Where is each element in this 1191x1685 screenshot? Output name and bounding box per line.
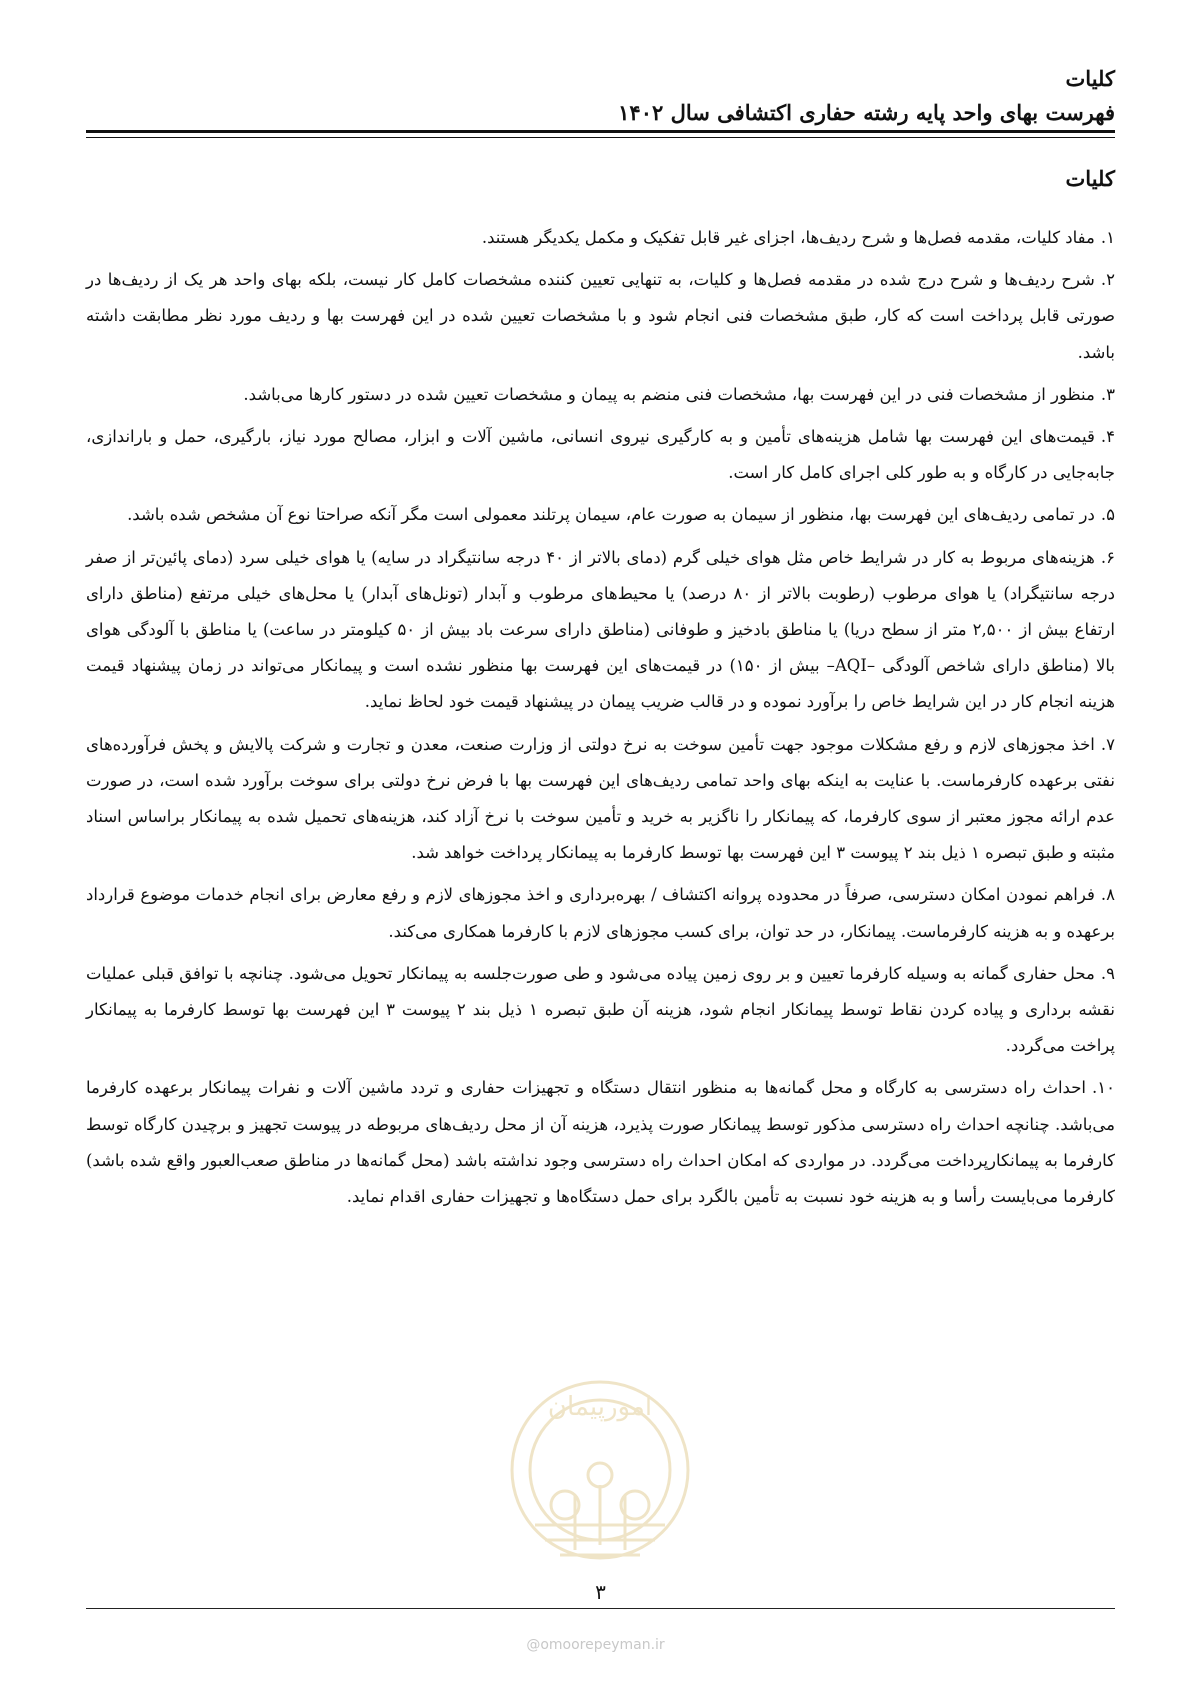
header-rule-thin <box>86 137 1115 138</box>
paragraph-text: مفاد کلیات، مقدمه فصل‌ها و شرح ردیف‌ها، اجزای غیر قابل تفکیک و مکمل یکدیگر هستند. <box>481 228 1095 247</box>
paragraph-number: ۶. <box>1100 547 1116 567</box>
paragraph <box>86 377 1115 413</box>
paragraph <box>86 220 1115 256</box>
paragraph-number: ۸. <box>1100 885 1115 905</box>
footer-rule <box>86 1608 1115 1609</box>
header-rule-thick <box>86 130 1115 133</box>
paragraph-text: احداث راه دسترسی به کارگاه و محل گمانه‌ها به منظور انتقال دستگاه و تجهیزات حفاری و تردد ماشین آلات و نفرات پیمانکار برعهده کارفرما می‌باشد. چنانچه احداث راه دسترسی مذکور توسط پیمانکار صورت پذیرد، هزینه آن از محل ردیف‌های مربوطه در پیوست تجهیز و برچیدن کارگاه توسط کارفرما به پیمانکارپرداخت می‌گردد. در مواردی که امکان احداث راه دسترسی وجود نداشته باشد (محل گمانه‌ها در مناطق صعب‌العبور واقع شده باشد) کارفرما می‌بایست رأسا و به هزینه خود نسبت به تأمین بالگرد برای حمل دستگاه‌ها و تجهیزات حفاری اقدام نماید. <box>86 1078 1115 1207</box>
paragraph-text: فراهم نمودن امکان دسترسی، صرفاً در محدوده پروانه اکتشاف / بهره‌برداری و اخذ مجوزهای لازم و رفع معارض برای انجام خدمات موضوع قرارداد برعهده و به هزینه کارفرماست. پیمانکار، در حد توان، برای کسب مجوزهای لازم با کارفرما همکاری می‌کند. <box>86 885 1115 941</box>
paragraph <box>86 956 1115 1065</box>
paragraph <box>86 419 1115 491</box>
paragraph <box>86 262 1115 371</box>
paragraph-text: قیمت‌های این فهرست بها شامل هزینه‌های تأمین و به کارگیری نیروی انسانی، ماشین آلات و ابزار، مصالح مورد نیاز، بارگیری، حمل و باراندازی، جابه‌جایی در کارگاه و به طور کلی اجرای کامل کار است. <box>86 427 1115 483</box>
paragraph <box>86 877 1115 949</box>
paragraph-number: ۴. <box>1100 427 1115 447</box>
page-number: ۳ <box>595 1580 606 1604</box>
watermark-logo-icon <box>505 1335 695 1605</box>
watermark-url: @omoorepeyman.ir <box>526 1637 665 1653</box>
paragraph <box>86 540 1115 721</box>
paragraph <box>86 727 1115 872</box>
paragraph-number: ۳. <box>1100 384 1115 404</box>
paragraph-number: ۱. <box>1100 228 1115 247</box>
paragraph-number: ۱۰. <box>1092 1078 1115 1098</box>
watermark-logo-text: امورپیمان <box>547 1392 653 1422</box>
paragraph <box>86 497 1115 533</box>
header-title: کلیات <box>1065 66 1115 91</box>
paragraph-number: ۲. <box>1100 270 1115 290</box>
paragraph-text: محل حفاری گمانه به وسیله کارفرما تعیین و بر روی زمین پیاده می‌شود و طی صورت‌جلسه به پیمانکار تحویل می‌شود. چنانچه با توافق قبلی عملیات نقشه برداری و پیاده کردن نقاط توسط پیمانکار انجام شود، هزینه آن طبق تبصره ۱ ذیل بند ۲ پیوست ۳ این فهرست بها توسط کارفرما به پیمانکار پراخت می‌گردد. <box>86 963 1115 1056</box>
paragraph-number: ۷. <box>1100 734 1115 754</box>
paragraph-number: ۵. <box>1100 505 1115 525</box>
paragraph-text: منظور از مشخصات فنی در این فهرست بها، مشخصات فنی منضم به پیمان و مشخصات تعیین شده در دستور کارها می‌باشد. <box>243 384 1095 404</box>
paragraph-text: اخذ مجوزهای لازم و رفع مشکلات موجود جهت تأمین سوخت به نرخ دولتی از وزارت صنعت، معدن و تجارت و شرکت پالایش و پخش فرآورده‌های نفتی برعهده کارفرماست. با عنایت به اینکه بهای واحد تمامی ردیف‌های این فهرست بها با فرض نرخ دولتی برای سوخت برآورد شده است، در صورت عدم ارائه مجوز معتبر از سوی کارفرما، که پیمانکار را ناگزیر به خرید و تأمین سوخت با نرخ آزاد کند، هزینه‌های تحمیل شده به پیمانکار براساس اسناد مثبته و طبق تبصره ۱ ذیل بند ۲ پیوست ۳ این فهرست بها توسط کارفرما به پیمانکار پرداخت خواهد شد. <box>86 734 1115 863</box>
paragraph-text: هزینه‌های مربوط به کار در شرایط خاص مثل هوای خیلی گرم (دمای بالاتر از ۴۰ درجه سانتیگراد در سایه) یا هوای خیلی سرد (دمای پائین‌تر از صفر درجه سانتیگراد) یا هوای مرطوب (رطوبت بالاتر از ۸۰ درصد) یا محیط‌های مرطوب و آبدار (تونل‌های آبدار) یا محل‌های خیلی مرتفع (مناطق دارای ارتفاع بیش از ۲,۵۰۰ متر از سطح دریا) یا مناطق بادخیز و طوفانی (مناطق دارای سرعت باد بیش از ۵۰ کیلومتر در ساعت) یا مناطق با آلودگی هوای بالا (مناطق دارای شاخص آلودگی –AQI– بیش از ۱۵۰) در قیمت‌های این فهرست بها منظور نشده است و پیمانکار می‌تواند در زمان پیشنهاد قیمت هزینه انجام کار در این شرایط خاص را برآورد نموده و در قالب ضریب پیمان در پیشنهاد قیمت خود لحاظ نماید. <box>86 547 1115 712</box>
header-subtitle: فهرست بهای واحد پایه رشته حفاری اکتشافی سال ۱۴۰۲ <box>618 100 1115 125</box>
section-title: کلیات <box>1065 166 1115 191</box>
page-header <box>86 62 1115 130</box>
content-body <box>86 220 1115 1221</box>
paragraph <box>86 1070 1115 1215</box>
paragraph-number: ۹. <box>1100 963 1115 983</box>
paragraph-text: در تمامی ردیف‌های این فهرست بها، منظور از سیمان به صورت عام، سیمان پرتلند معمولی است مگر آنکه صراحتا نوع آن مشخص شده باشد. <box>127 505 1095 525</box>
paragraph-text: شرح ردیف‌ها و شرح درج شده در مقدمه فصل‌ها و کلیات، به تنهایی تعیین کننده مشخصات کامل کار نیست، بلکه بهای واحد هر یک از ردیف‌ها در صورتی قابل پرداخت است که کار، طبق مشخصات فنی انجام شود و با مشخصات تعیین شده در این فهرست بها و ردیف مورد نظر مطابقت داشته باشد. <box>86 270 1115 362</box>
